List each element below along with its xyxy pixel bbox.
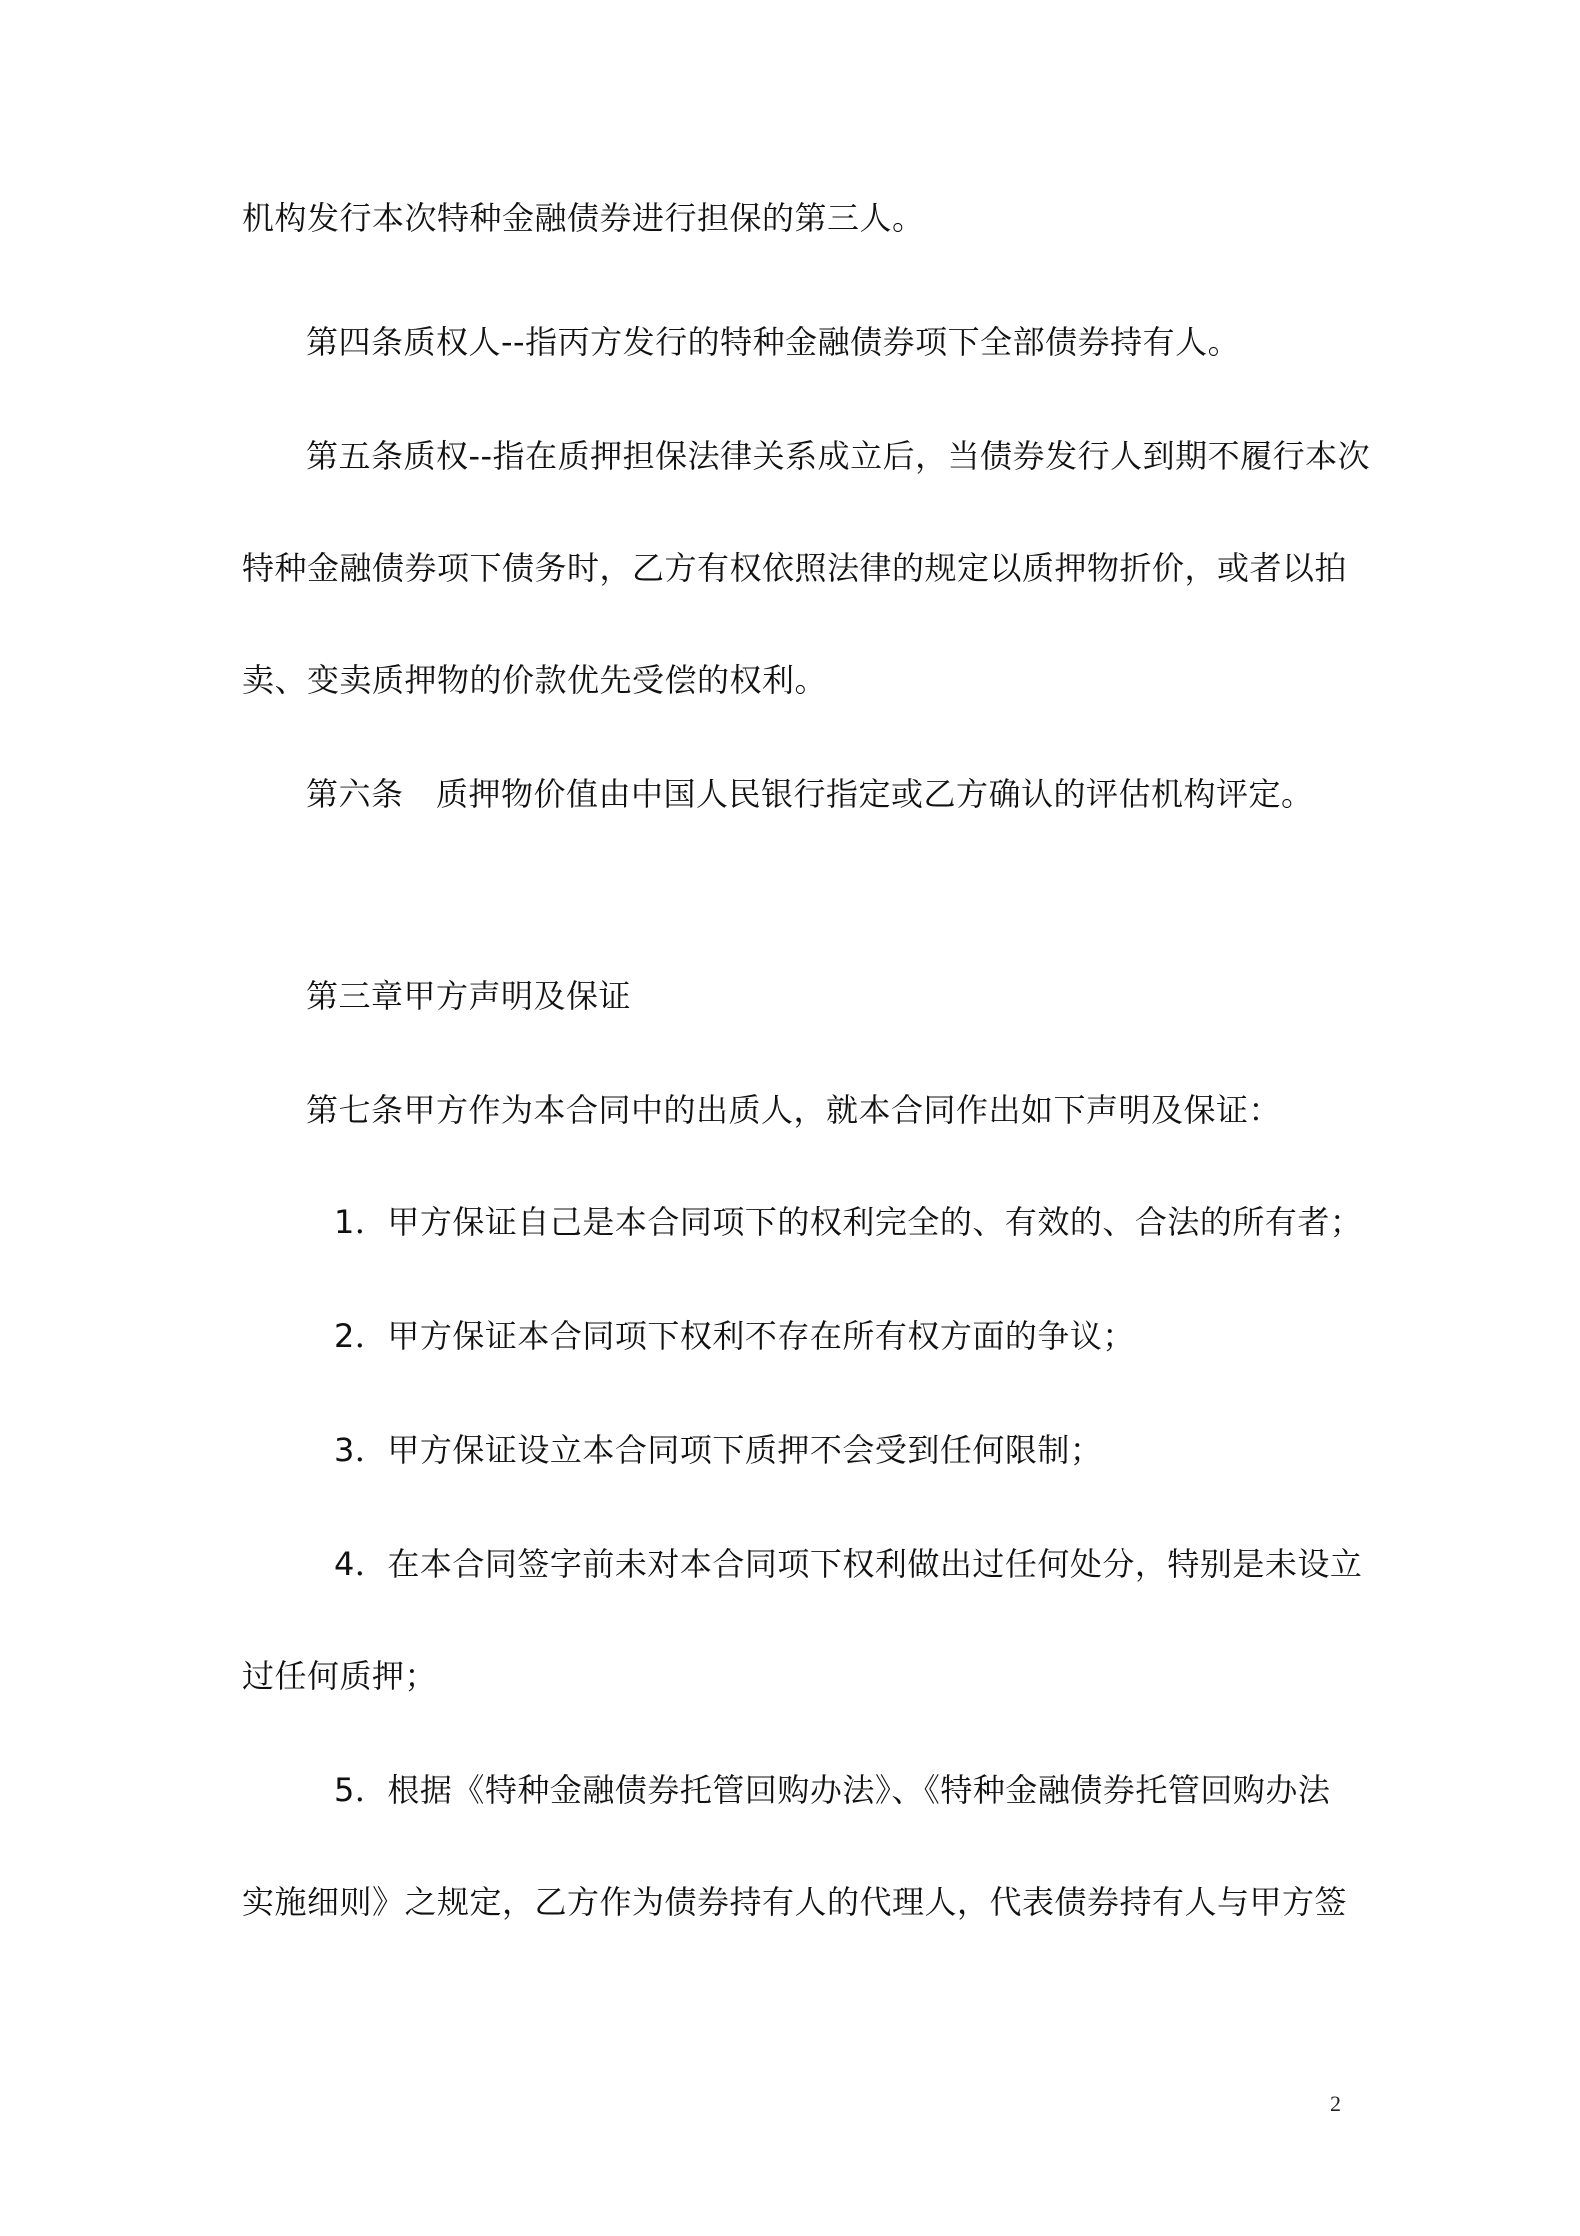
clause-5-line-1: 5．根据《特种金融债券托管回购办法》、《特种金融债券托管回购办法 (334, 1771, 1331, 1809)
clause-2-line: 2．甲方保证本合同项下权利不存在所有权方面的争议； (334, 1317, 1135, 1355)
article-5-line-1: 第五条质权--指在质押担保法律关系成立后，当债券发行人到期不履行本次 (306, 437, 1371, 475)
article-4-line: 第四条质权人--指丙方发行的特种金融债券项下全部债券持有人。 (306, 323, 1241, 361)
article-6-line: 第六条 质押物价值由中国人民银行指定或乙方确认的评估机构评定。 (306, 775, 1314, 813)
clause-5-line-2: 实施细则》之规定，乙方作为债券持有人的代理人，代表债券持有人与甲方签 (242, 1883, 1348, 1921)
clause-1-line: 1．甲方保证自己是本合同项下的权利完全的、有效的、合法的所有者； (334, 1203, 1363, 1241)
article-5-line-3: 卖、变卖质押物的价款优先受偿的权利。 (242, 661, 828, 699)
article-5-line-2: 特种金融债券项下债务时，乙方有权依照法律的规定以质押物折价，或者以拍 (242, 549, 1348, 587)
clause-4-line-1: 4．在本合同签字前未对本合同项下权利做出过任何处分，特别是未设立 (334, 1545, 1363, 1583)
clause-4-line-2: 过任何质押； (242, 1657, 438, 1695)
article-7-line: 第七条甲方作为本合同中的出质人，就本合同作出如下声明及保证： (306, 1091, 1282, 1129)
text-line-1: 机构发行本次特种金融债券进行担保的第三人。 (242, 199, 925, 237)
chapter-3-heading: 第三章甲方声明及保证 (306, 977, 632, 1015)
clause-3-line: 3．甲方保证设立本合同项下质押不会受到任何限制； (334, 1431, 1103, 1469)
page-number: 2 (1330, 2091, 1341, 2116)
